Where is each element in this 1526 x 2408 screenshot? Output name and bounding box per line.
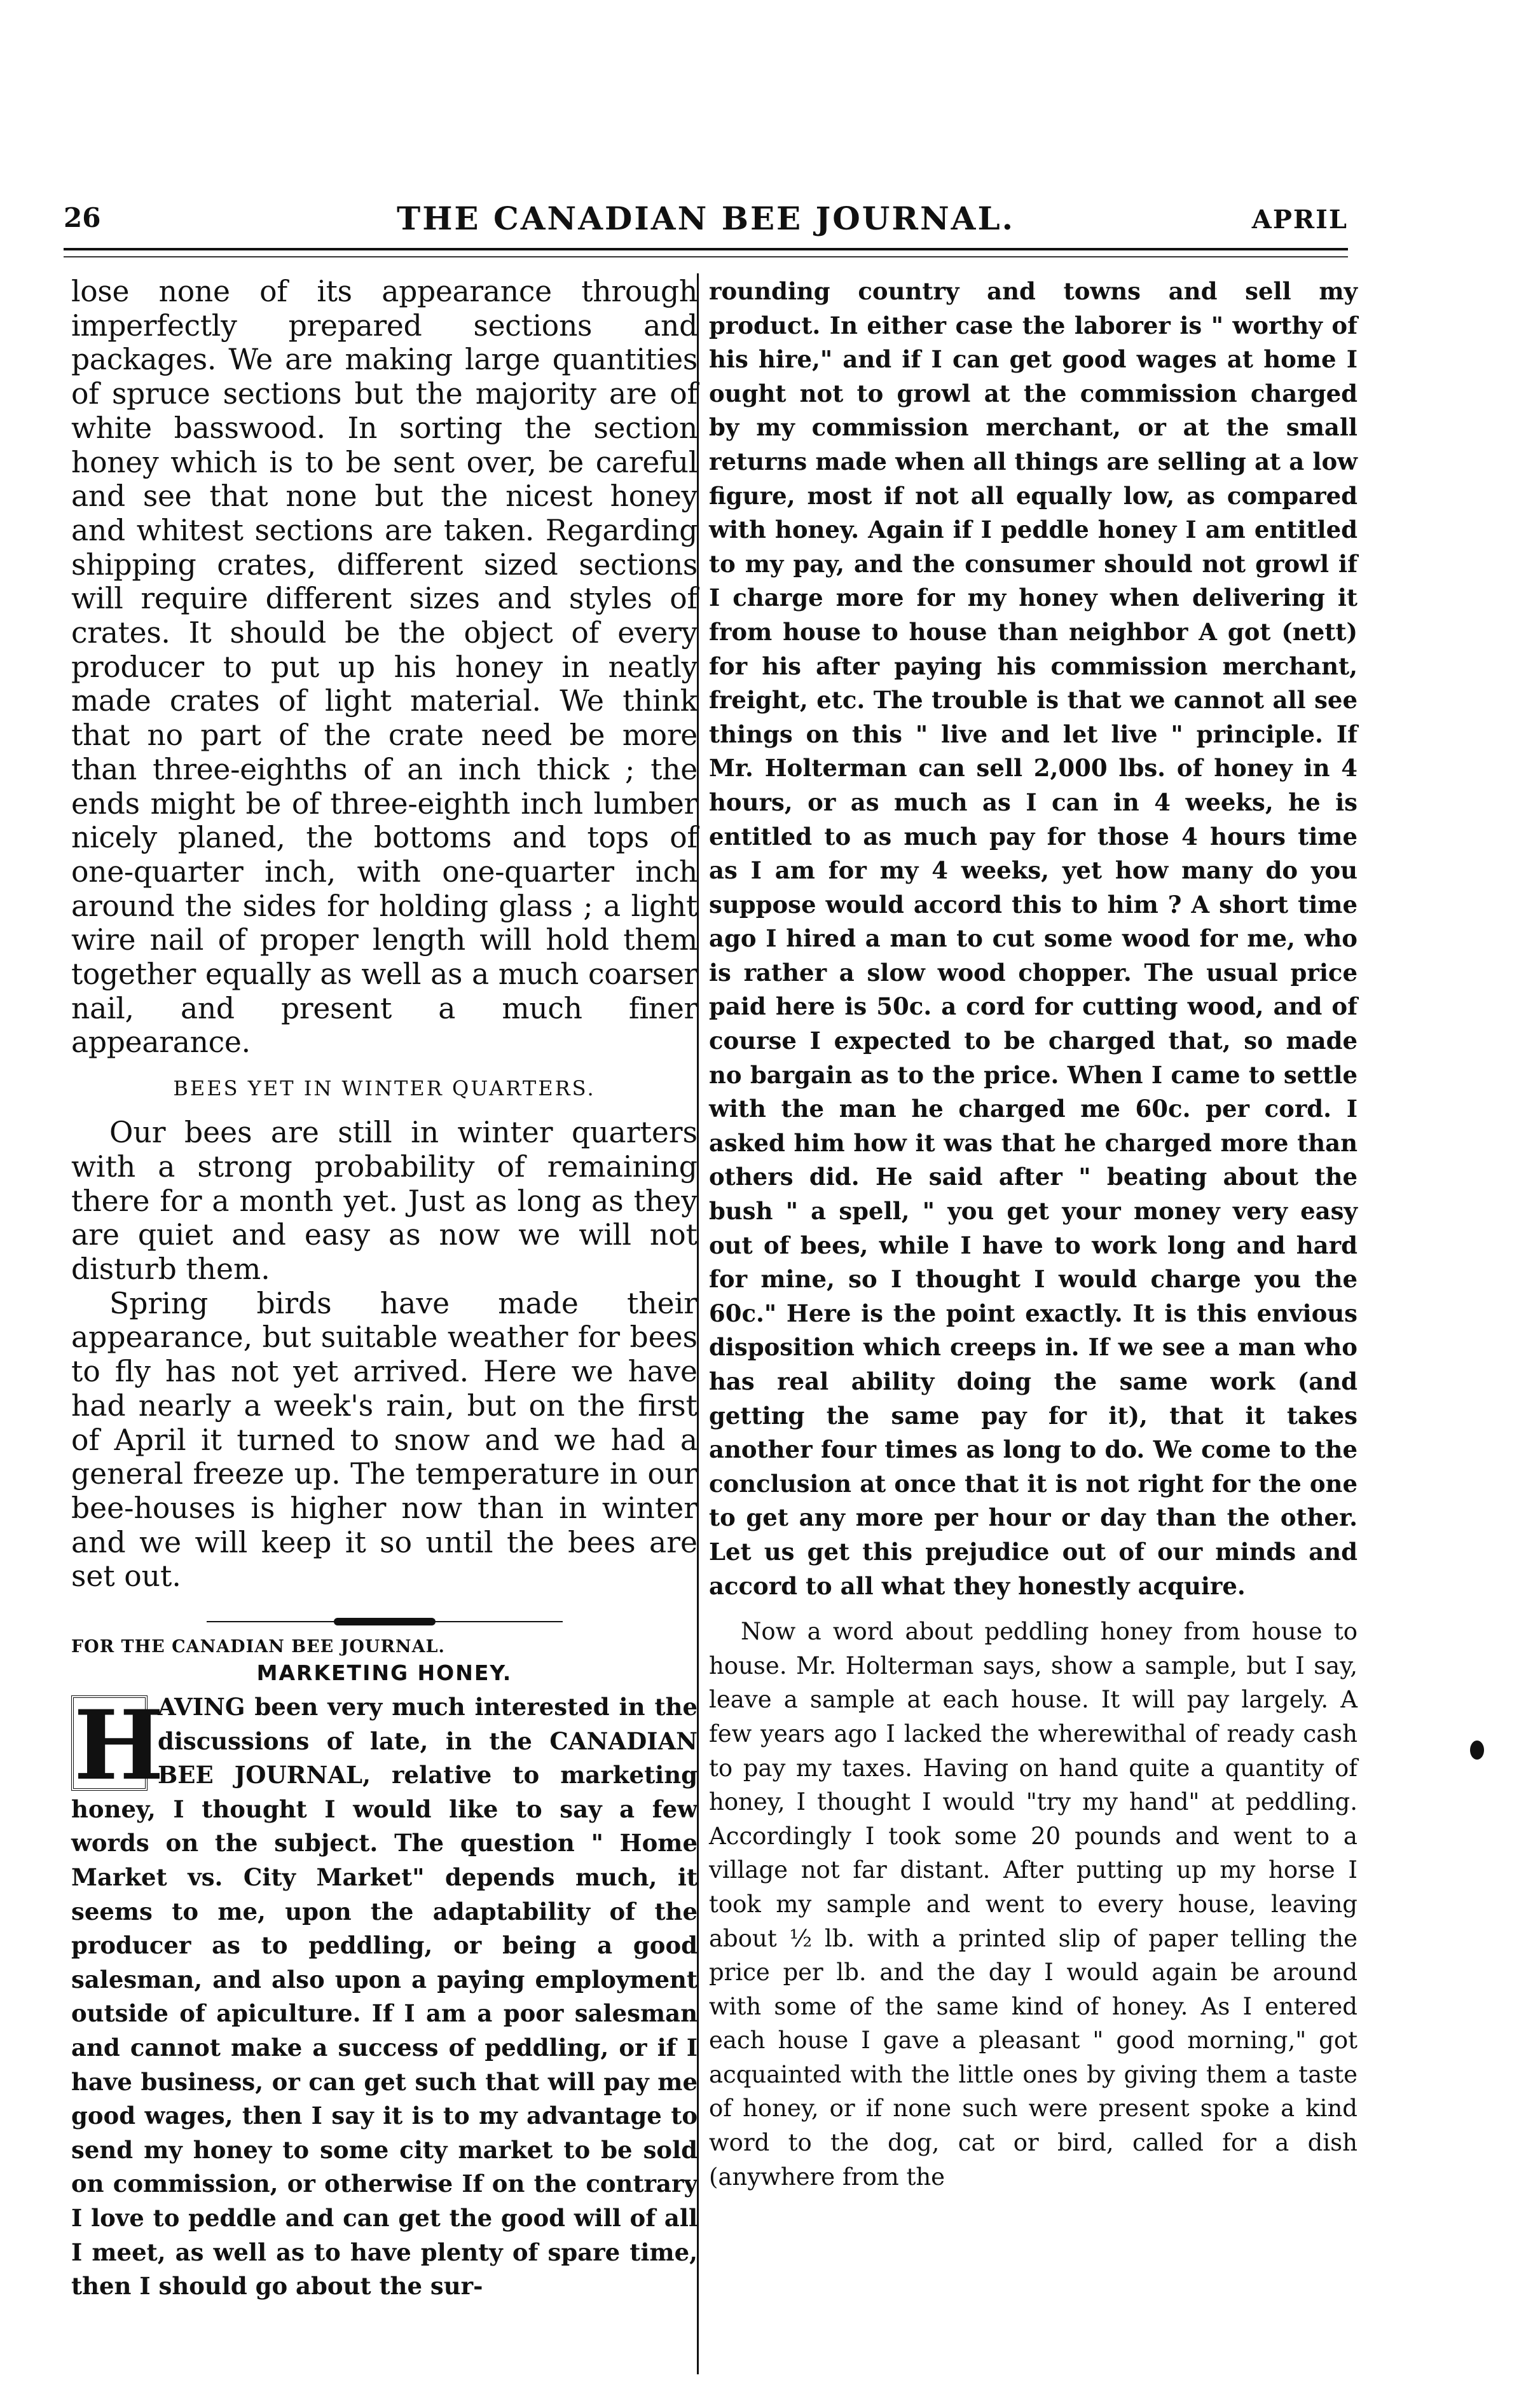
running-header: [64, 202, 1348, 240]
issue-month: APRIL: [1251, 205, 1348, 235]
article-title: MARKETING HONEY.: [256, 1660, 512, 1686]
editorial-paragraph: Our bees are still in winter quarters with a strong probability of remaining there for a month yet. Just as long as they are quiet and easy as now we will not disturb them.: [71, 1116, 698, 1286]
page-number: 26: [64, 202, 101, 233]
journal-title: THE CANADIAN BEE JOURNAL.: [396, 200, 1015, 237]
article-paragraph: rounding country and towns and sell my product. In either case the laborer is " worthy of his hire," and if I can get good wages at home I ought not to growl at the commission charged by my commission merchant, or at the small returns made when all things are selling at a low figure, most if not all equally low, as compared with honey. Again if I peddle honey I am entitled to my pay, and the consumer should not growl if I charge more for my honey when delivering it from house to house than neighbor A got (nett) for his after paying his commission merchant, freight, etc. The trouble is that we cannot all see things on this " live and let live " principle. If Mr. Holterman can sell 2,000 lbs. of honey in 4 hours, or as much as I can in 4 weeks, he is entitled to as much pay for those 4 hours time as I am for my 4 weeks, yet how many do you suppose would accord this to him ? A short time ago I hired a man to cut some wood for me, who is rather a slow wood chopper. The usual price paid here is 50c. a cord for cutting wood, and of course I expected to be charged that, so made no bargain as to the price. When I came to settle with the man he charged me 60c. per cord. I asked him how it was that he charged more than others did. He said after " beating about the bush " a spell, " you get your money very easy out of bees, while I have to work long and hard for mine, so I thought I would charge you the 60c." Here is the point exactly. It is this envious disposition which creeps in. If we see a man who has real ability doing the same work (and getting the same pay for it), that it takes another four times as long to do. We come to the conclusion at once that it is not right for the one to get any more per hour or day than the other. Let us get this prejudice out of our minds and accord to all what they honestly acquire.: [709, 277, 1358, 1600]
left-column: [71, 275, 698, 2304]
section-subhead: BEES YET IN WINTER QUARTERS.: [173, 1076, 596, 1101]
article-credit: FOR THE CANADIAN BEE JOURNAL.: [71, 1637, 445, 1657]
article-paragraph: Now a word about peddling honey from house to house. Mr. Holterman says, show a sample, but I say, leave a sample at each house. It will pay largely. A few years ago I lacked the wherewithal of ready cash to pay my taxes. Having on hand quite a quantity of honey, I thought I would "try my hand" at peddling. Accordingly I took some 20 pounds and went to a village not far distant. After putting up my horse I took my sample and went to every house, leaving about ½ lb. with a printed slip of paper telling the price per lb. and the day I would again be around with some of the same kind of honey. As I entered each house I gave a pleasant " good morning," got acquainted with the little ones by giving them a taste of honey, or if none such were present spoke a kind word to the dog, cat or bird, called for a dish (anywhere from the: [709, 1618, 1358, 2191]
editorial-paragraph: Spring birds have made their appearance, but suitable weather for bees to fly has not yet arrived. Here we have had nearly a week's rain, but on the first of April it turned to snow and we had a general freeze up. The temperature in our bee-houses is higher now than in winter and we will keep it so until the bees are set out.: [71, 1286, 698, 1594]
ornamental-divider: [207, 1618, 563, 1625]
header-rule-thin: [64, 256, 1348, 257]
editorial-paragraph: lose none of its appearance through imperfectly prepared sections and packages. We are making large quantities of spruce sections but the majority are of white basswood. In sorting the section honey which is to be sent over, be careful and see that none but the nicest honey and whitest sections are taken. Regarding shipping crates, different sized sections will require different sizes and styles of crates. It should be the object of every producer to put up his honey in neatly made crates of light material. We think that no part of the crate need be more than three-eighths of an inch thick ; the ends might be of three-eighth inch lumber nicely planed, the bottoms and tops of one-quarter inch, with one-quarter inch around the sides for holding glass ; a light wire nail of proper length will hold them together equally as well as a much coarser nail, and present a much finer appearance.: [71, 275, 698, 1060]
article-paragraph: AVING been very much interested in the discussions of late, in the CANADIAN BEE JOURNAL, relative to marketing honey, I thought I would like to say a few words on the subject. The question " Home Market vs. City Market" depends much, it seems to me, upon the adaptability of the producer as to peddling, or being a good salesman, and also upon a paying employment outside of apiculture. If I am a poor salesman and cannot make a success of peddling, or if I have business, or can get such that will pay me good wages, then I say it is to my advantage to send my honey to some city market to be sold on commission, or otherwise If on the contrary I love to peddle and can get the good will of all I meet, as well as to have plenty of spare time, then I should go about the sur-: [71, 1693, 698, 2301]
ink-blot: [1470, 1741, 1484, 1760]
right-column: [709, 275, 1358, 2194]
drop-cap: H: [71, 1695, 148, 1791]
header-rule-thick: [64, 248, 1348, 250]
